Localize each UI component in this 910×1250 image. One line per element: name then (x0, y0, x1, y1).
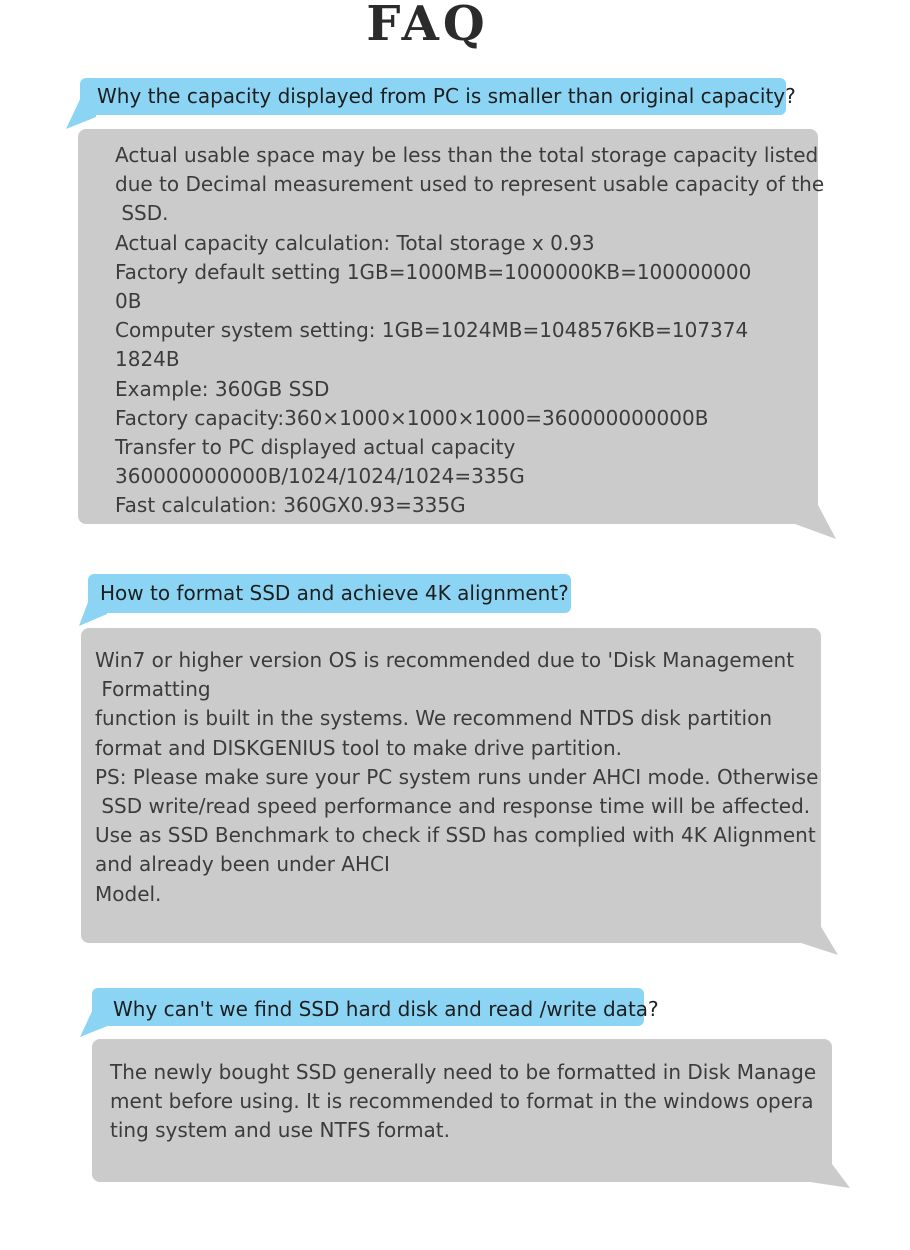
answer-line: Actual capacity calculation: Total storage x 0.93 (115, 230, 595, 255)
answer-bubble-tail (810, 1164, 852, 1190)
answer-line: SSD. (115, 201, 169, 226)
question-text: How to format SSD and achieve 4K alignment? (100, 581, 569, 605)
answer-line: SSD write/read speed performance and response time will be affected. (95, 794, 811, 819)
answer-line: 0B (115, 289, 142, 314)
answer-line: The newly bought SSD generally need to be formatted in Disk Manage (110, 1060, 817, 1084)
answer-line: Use as SSD Benchmark to check if SSD has complied with 4K Alignment (95, 823, 816, 848)
question-bubble (80, 78, 796, 115)
answer-line: ment before using. It is recommended to format in the windows opera (110, 1089, 814, 1114)
page-title: FAQ (366, 0, 489, 52)
answer-line: PS: Please make sure your PC system runs under AHCI mode. Otherwise (95, 764, 819, 789)
question-bubble (92, 988, 659, 1026)
answer-line: format and DISKGENIUS tool to make drive partition. (95, 735, 623, 760)
answer-line: 1824B (115, 347, 180, 372)
answer-line: Example: 360GB SSD (115, 376, 330, 401)
answer-line: Factory default setting 1GB=1000MB=1000000KB=100000000 (115, 259, 752, 284)
answer-bubble-tail (798, 925, 840, 957)
answer-line: function is built in the systems. We recommend NTDS disk partition (95, 706, 772, 731)
question-text: Why can't we find SSD hard disk and read /write data? (113, 997, 659, 1021)
answer-line: Transfer to PC displayed actual capacity (115, 435, 516, 460)
answer-line: Fast calculation: 360GX0.93=335G (115, 493, 466, 518)
answer-line: and already been under AHCI (95, 852, 390, 877)
answer-line: Computer system setting: 1GB=1024MB=1048576KB=107374 (115, 318, 749, 343)
answer-line: ting system and use NTFS format. (110, 1118, 450, 1143)
answer-bubble (78, 129, 825, 524)
answer-line: 360000000000B/1024/1024/1024=335G (115, 464, 525, 489)
answer-line: Actual usable space may be less than the total storage capacity listed (115, 143, 819, 167)
answer-bubble-tail (795, 505, 837, 541)
question-bubble (88, 574, 571, 613)
answer-line: Model. (95, 881, 162, 906)
question-text: Why the capacity displayed from PC is smaller than original capacity? (97, 84, 796, 108)
answer-line: Formatting (95, 677, 211, 702)
answer-line: due to Decimal measurement used to represent usable capacity of the (115, 172, 825, 197)
answer-bubble (81, 628, 821, 943)
answer-line: Win7 or higher version OS is recommended due to 'Disk Management (95, 648, 795, 672)
answer-bubble (92, 1039, 832, 1182)
answer-line: Factory capacity:360×1000×1000×1000=360000000000B (115, 405, 709, 430)
